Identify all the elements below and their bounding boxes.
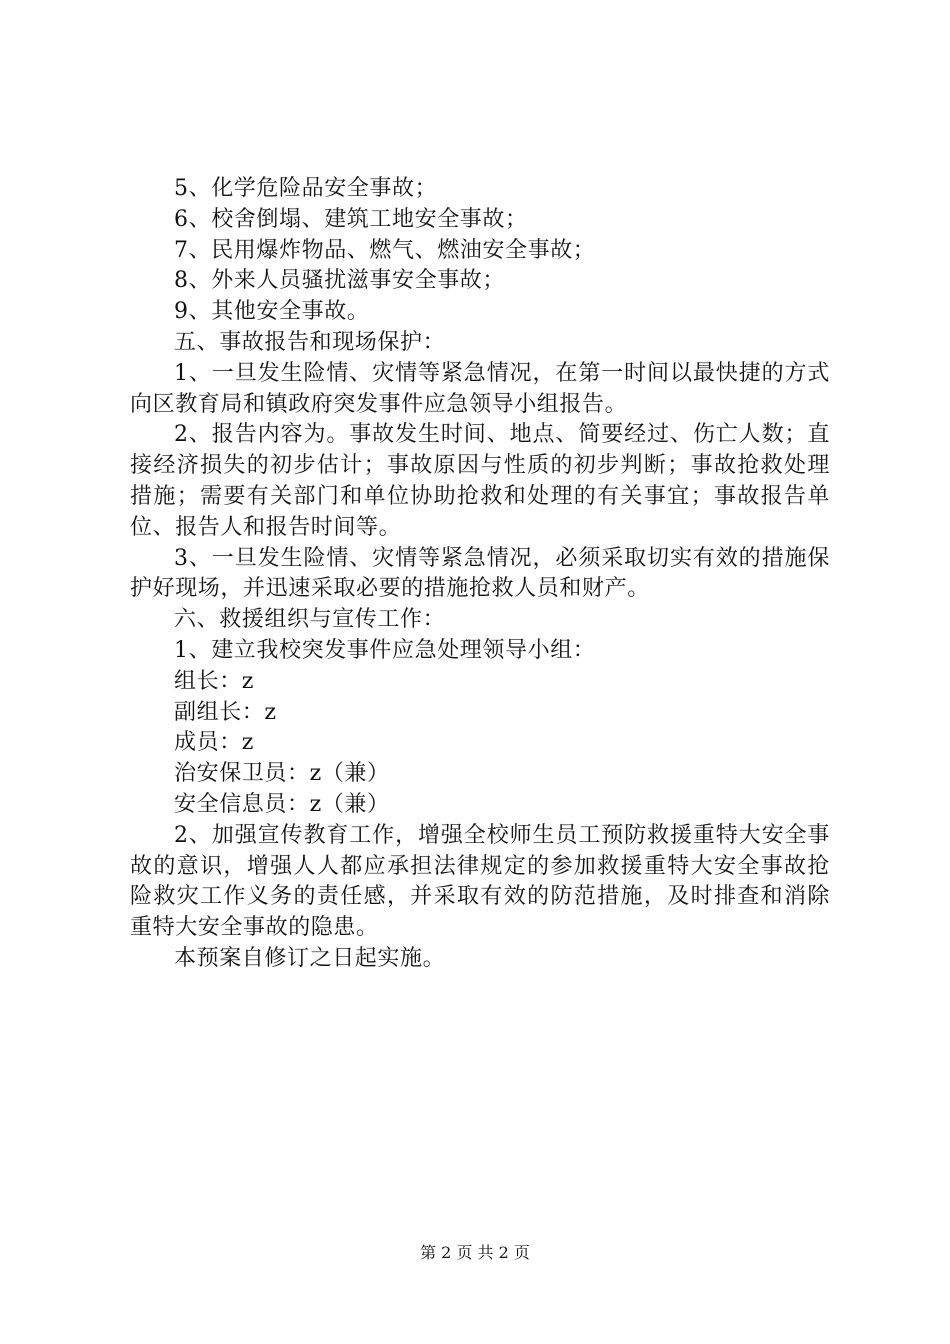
paragraph-effective: 本预案自修订之日起实施。 xyxy=(174,945,446,971)
team-security-officer: 治安保卫员：z（兼） xyxy=(174,761,390,787)
team-info-officer: 安全信息员：z（兼） xyxy=(174,791,390,817)
page-footer: 第 2 页 共 2 页 xyxy=(420,1243,530,1262)
team-members: 成员：z xyxy=(174,730,254,756)
paragraph-rescue-1: 1、建立我校突发事件应急处理领导小组： xyxy=(174,637,596,663)
paragraph-item-5: 5、化学危险品安全事故； xyxy=(174,176,438,201)
paragraph-report-2: 2、报告内容为。事故发生时间、地点、简要经过、伤亡人数；直接经济损失的初步估计；事故原因与性质的初步判断；事故抢救处理措施；需要有关部门和单位协助抢救和处理的有关事宜；事故报告单位、报告人和报告时间等。 xyxy=(130,422,830,540)
paragraph-item-8: 8、外来人员骚扰滋事安全事故； xyxy=(174,268,505,294)
paragraph-report-3: 3、一旦发生险情、灾情等紧急情况，必须采取切实有效的措施保护好现场，并迅速采取必要的措施抢救人员和财产。 xyxy=(130,545,830,602)
section-heading-5: 五、事故报告和现场保护： xyxy=(174,329,446,355)
paragraph-item-9: 9、其他安全事故。 xyxy=(174,299,370,325)
paragraph-item-6: 6、校舍倒塌、建筑工地安全事故； xyxy=(174,206,528,232)
section-heading-6: 六、救援组织与宣传工作： xyxy=(174,607,446,633)
team-deputy-leader: 副组长：z xyxy=(174,699,277,725)
paragraph-report-1: 1、一旦发生险情、灾情等紧急情况，在第一时间以最快捷的方式向区教育局和镇政府突发事件应急领导小组报告。 xyxy=(130,360,830,417)
paragraph-rescue-2: 2、加强宣传教育工作，增强全校师生员工预防救援重特大安全事故的意识，增强人人都应承担法律规定的参加救援重特大安全事故抢险救灾工作义务的责任感，并采取有效的防范措施，及时排查和消除重特大安全事故的隐患。 xyxy=(130,822,830,941)
document-body xyxy=(130,174,830,975)
paragraph-item-7: 7、民用爆炸物品、燃气、燃油安全事故； xyxy=(174,237,596,263)
team-leader: 组长：z xyxy=(174,668,254,694)
